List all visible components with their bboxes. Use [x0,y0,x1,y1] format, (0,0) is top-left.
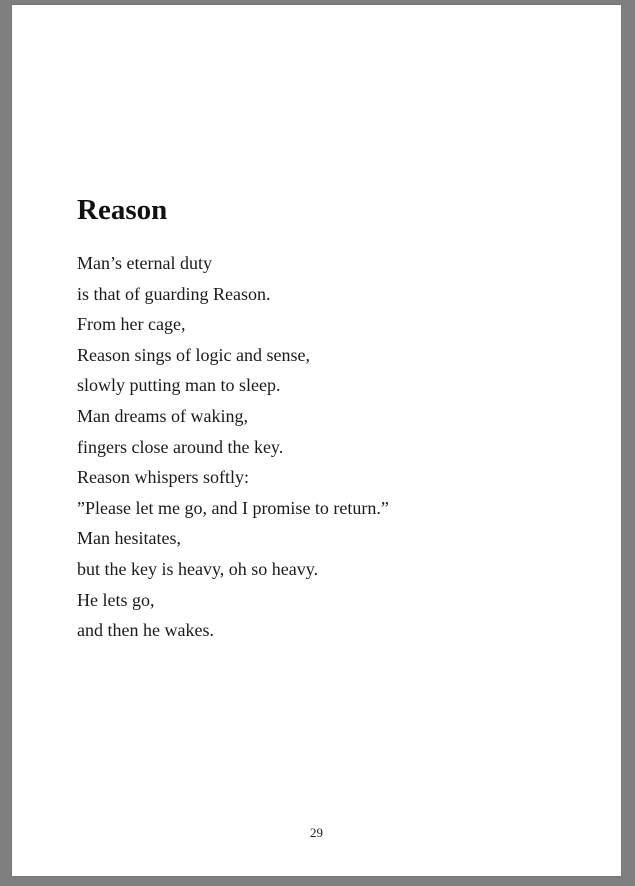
poem-line: but the key is heavy, oh so heavy. [77,558,319,579]
poem-line: and then he wakes. [77,620,214,641]
poem-line: He lets go, [77,589,155,610]
poem-line: Reason whispers softly: [77,467,249,488]
poem-line: Man dreams of waking, [77,405,248,426]
poem-line: Man’s eternal duty [77,253,212,273]
poem-line: Man hesitates, [77,528,181,549]
page-number: 29 [310,825,323,840]
poem-body [77,248,389,646]
poem-line: ”Please let me go, and I promise to return.” [77,497,389,518]
poem-line: fingers close around the key. [77,436,284,457]
poem-line: is that of guarding Reason. [77,283,271,304]
poem-title: Reason [77,194,168,226]
document-page [12,5,621,876]
poem-line: From her cage, [77,314,186,335]
poem-line: slowly putting man to sleep. [77,375,281,396]
poem-line: Reason sings of logic and sense, [77,344,310,365]
